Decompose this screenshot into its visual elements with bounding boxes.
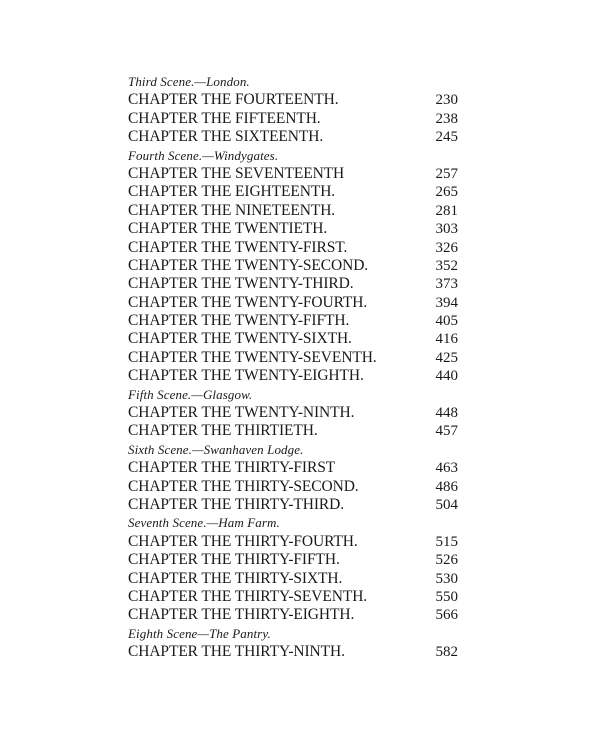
- chapter-title: CHAPTER THE TWENTY-FIFTH.: [128, 312, 350, 330]
- page-number: 486: [435, 478, 458, 495]
- chapter-title: CHAPTER THE THIRTIETH.: [128, 422, 318, 440]
- toc-entry[interactable]: [128, 202, 458, 220]
- page-number: 394: [435, 294, 458, 311]
- scene-heading: [128, 625, 458, 643]
- toc-entry[interactable]: [128, 404, 458, 422]
- chapter-title: CHAPTER THE FIFTEENTH.: [128, 109, 321, 127]
- chapter-title: CHAPTER THE TWENTY-NINTH.: [128, 404, 355, 422]
- page-number: 504: [435, 496, 458, 513]
- toc-entry[interactable]: [128, 128, 458, 146]
- page-number: 230: [435, 92, 458, 109]
- toc-entry[interactable]: [128, 588, 458, 606]
- chapter-title: CHAPTER THE TWENTY-EIGHTH.: [128, 367, 364, 385]
- scene-title: Fourth Scene.—Windygates.: [128, 147, 279, 163]
- page-number: 566: [435, 607, 458, 624]
- page-number: 515: [435, 533, 458, 550]
- page-number: 257: [435, 165, 458, 182]
- toc-entry[interactable]: [128, 257, 458, 275]
- chapter-title: CHAPTER THE THIRTY-THIRD.: [128, 495, 345, 513]
- page-number: 245: [435, 129, 458, 146]
- page-number: 440: [435, 368, 458, 385]
- scene-heading: [128, 386, 458, 404]
- page-number: 457: [435, 423, 458, 440]
- toc-entry[interactable]: [128, 570, 458, 588]
- toc-entry[interactable]: [128, 606, 458, 624]
- chapter-title: CHAPTER THE THIRTY-EIGHTH.: [128, 606, 355, 624]
- toc-entry[interactable]: [128, 349, 458, 367]
- chapter-title: CHAPTER THE TWENTY-FOURTH.: [128, 293, 368, 311]
- toc-entry[interactable]: [128, 367, 458, 385]
- scene-heading: [128, 441, 458, 459]
- chapter-title: CHAPTER THE TWENTY-SECOND.: [128, 256, 369, 274]
- scene-title: Sixth Scene.—Swanhaven Lodge.: [128, 441, 304, 457]
- toc-entry[interactable]: [128, 91, 458, 109]
- chapter-title: CHAPTER THE THIRTY-FIFTH.: [128, 551, 340, 569]
- toc-entry[interactable]: [128, 239, 458, 257]
- toc-entry[interactable]: [128, 312, 458, 330]
- toc-entry[interactable]: [128, 294, 458, 312]
- chapter-title: CHAPTER THE THIRTY-SECOND.: [128, 477, 359, 495]
- page-number: 530: [435, 570, 458, 587]
- toc-entry[interactable]: [128, 183, 458, 201]
- page-number: 425: [435, 349, 458, 366]
- chapter-title: CHAPTER THE SEVENTEENTH: [128, 164, 345, 182]
- toc-entry[interactable]: [128, 459, 458, 477]
- scene-title: Third Scene.—London.: [128, 74, 250, 89]
- page-number: 463: [435, 460, 458, 477]
- page-number: 416: [435, 331, 458, 348]
- chapter-title: CHAPTER THE THIRTY-SIXTH.: [128, 569, 343, 587]
- chapter-title: CHAPTER THE THIRTY-FIRST: [128, 459, 336, 477]
- chapter-title: CHAPTER THE EIGHTEENTH.: [128, 183, 336, 201]
- page-number: 303: [435, 221, 458, 238]
- toc-entry[interactable]: [128, 165, 458, 183]
- toc-entry[interactable]: [128, 478, 458, 496]
- page-number: 526: [435, 552, 458, 569]
- toc-entry[interactable]: [128, 330, 458, 348]
- chapter-title: CHAPTER THE TWENTY-SEVENTH.: [128, 348, 377, 366]
- toc-entry[interactable]: [128, 220, 458, 238]
- scene-title: Seventh Scene.—Ham Farm.: [128, 515, 280, 531]
- scene-heading: [128, 147, 458, 165]
- toc-entry[interactable]: [128, 422, 458, 440]
- chapter-title: CHAPTER THE THIRTY-SEVENTH.: [128, 587, 368, 605]
- toc-entry[interactable]: [128, 533, 458, 551]
- toc-entry[interactable]: [128, 551, 458, 569]
- scene-heading: [128, 514, 458, 532]
- chapter-title: CHAPTER THE TWENTY-FIRST.: [128, 238, 348, 256]
- chapter-title: CHAPTER THE SIXTEENTH.: [128, 128, 324, 146]
- toc-entry[interactable]: [128, 496, 458, 514]
- toc-entry[interactable]: [128, 110, 458, 128]
- table-of-contents: [128, 73, 458, 662]
- scene-heading: [128, 73, 458, 91]
- page-number: 550: [435, 588, 458, 605]
- page-number: 582: [435, 644, 458, 661]
- page-number: 281: [435, 202, 458, 219]
- page-number: 448: [435, 405, 458, 422]
- page-number: 405: [435, 313, 458, 330]
- page-number: 326: [435, 239, 458, 256]
- scene-title: Fifth Scene.—Glasgow.: [128, 386, 253, 402]
- chapter-title: CHAPTER THE TWENTY-THIRD.: [128, 275, 354, 293]
- page-number: 238: [435, 110, 458, 127]
- scene-title: Eighth Scene—The Pantry.: [128, 625, 271, 641]
- toc-entry[interactable]: [128, 643, 458, 661]
- page-number: 265: [435, 184, 458, 201]
- chapter-title: CHAPTER THE THIRTY-NINTH.: [128, 643, 345, 661]
- chapter-title: CHAPTER THE TWENTY-SIXTH.: [128, 330, 352, 348]
- toc-entry[interactable]: [128, 275, 458, 293]
- chapter-title: CHAPTER THE TWENTIETH.: [128, 220, 328, 238]
- page-number: 352: [435, 257, 458, 274]
- chapter-title: CHAPTER THE THIRTY-FOURTH.: [128, 532, 358, 550]
- chapter-title: CHAPTER THE NINETEENTH.: [128, 201, 336, 219]
- page-number: 373: [435, 276, 458, 293]
- chapter-title: CHAPTER THE FOURTEENTH.: [128, 91, 339, 109]
